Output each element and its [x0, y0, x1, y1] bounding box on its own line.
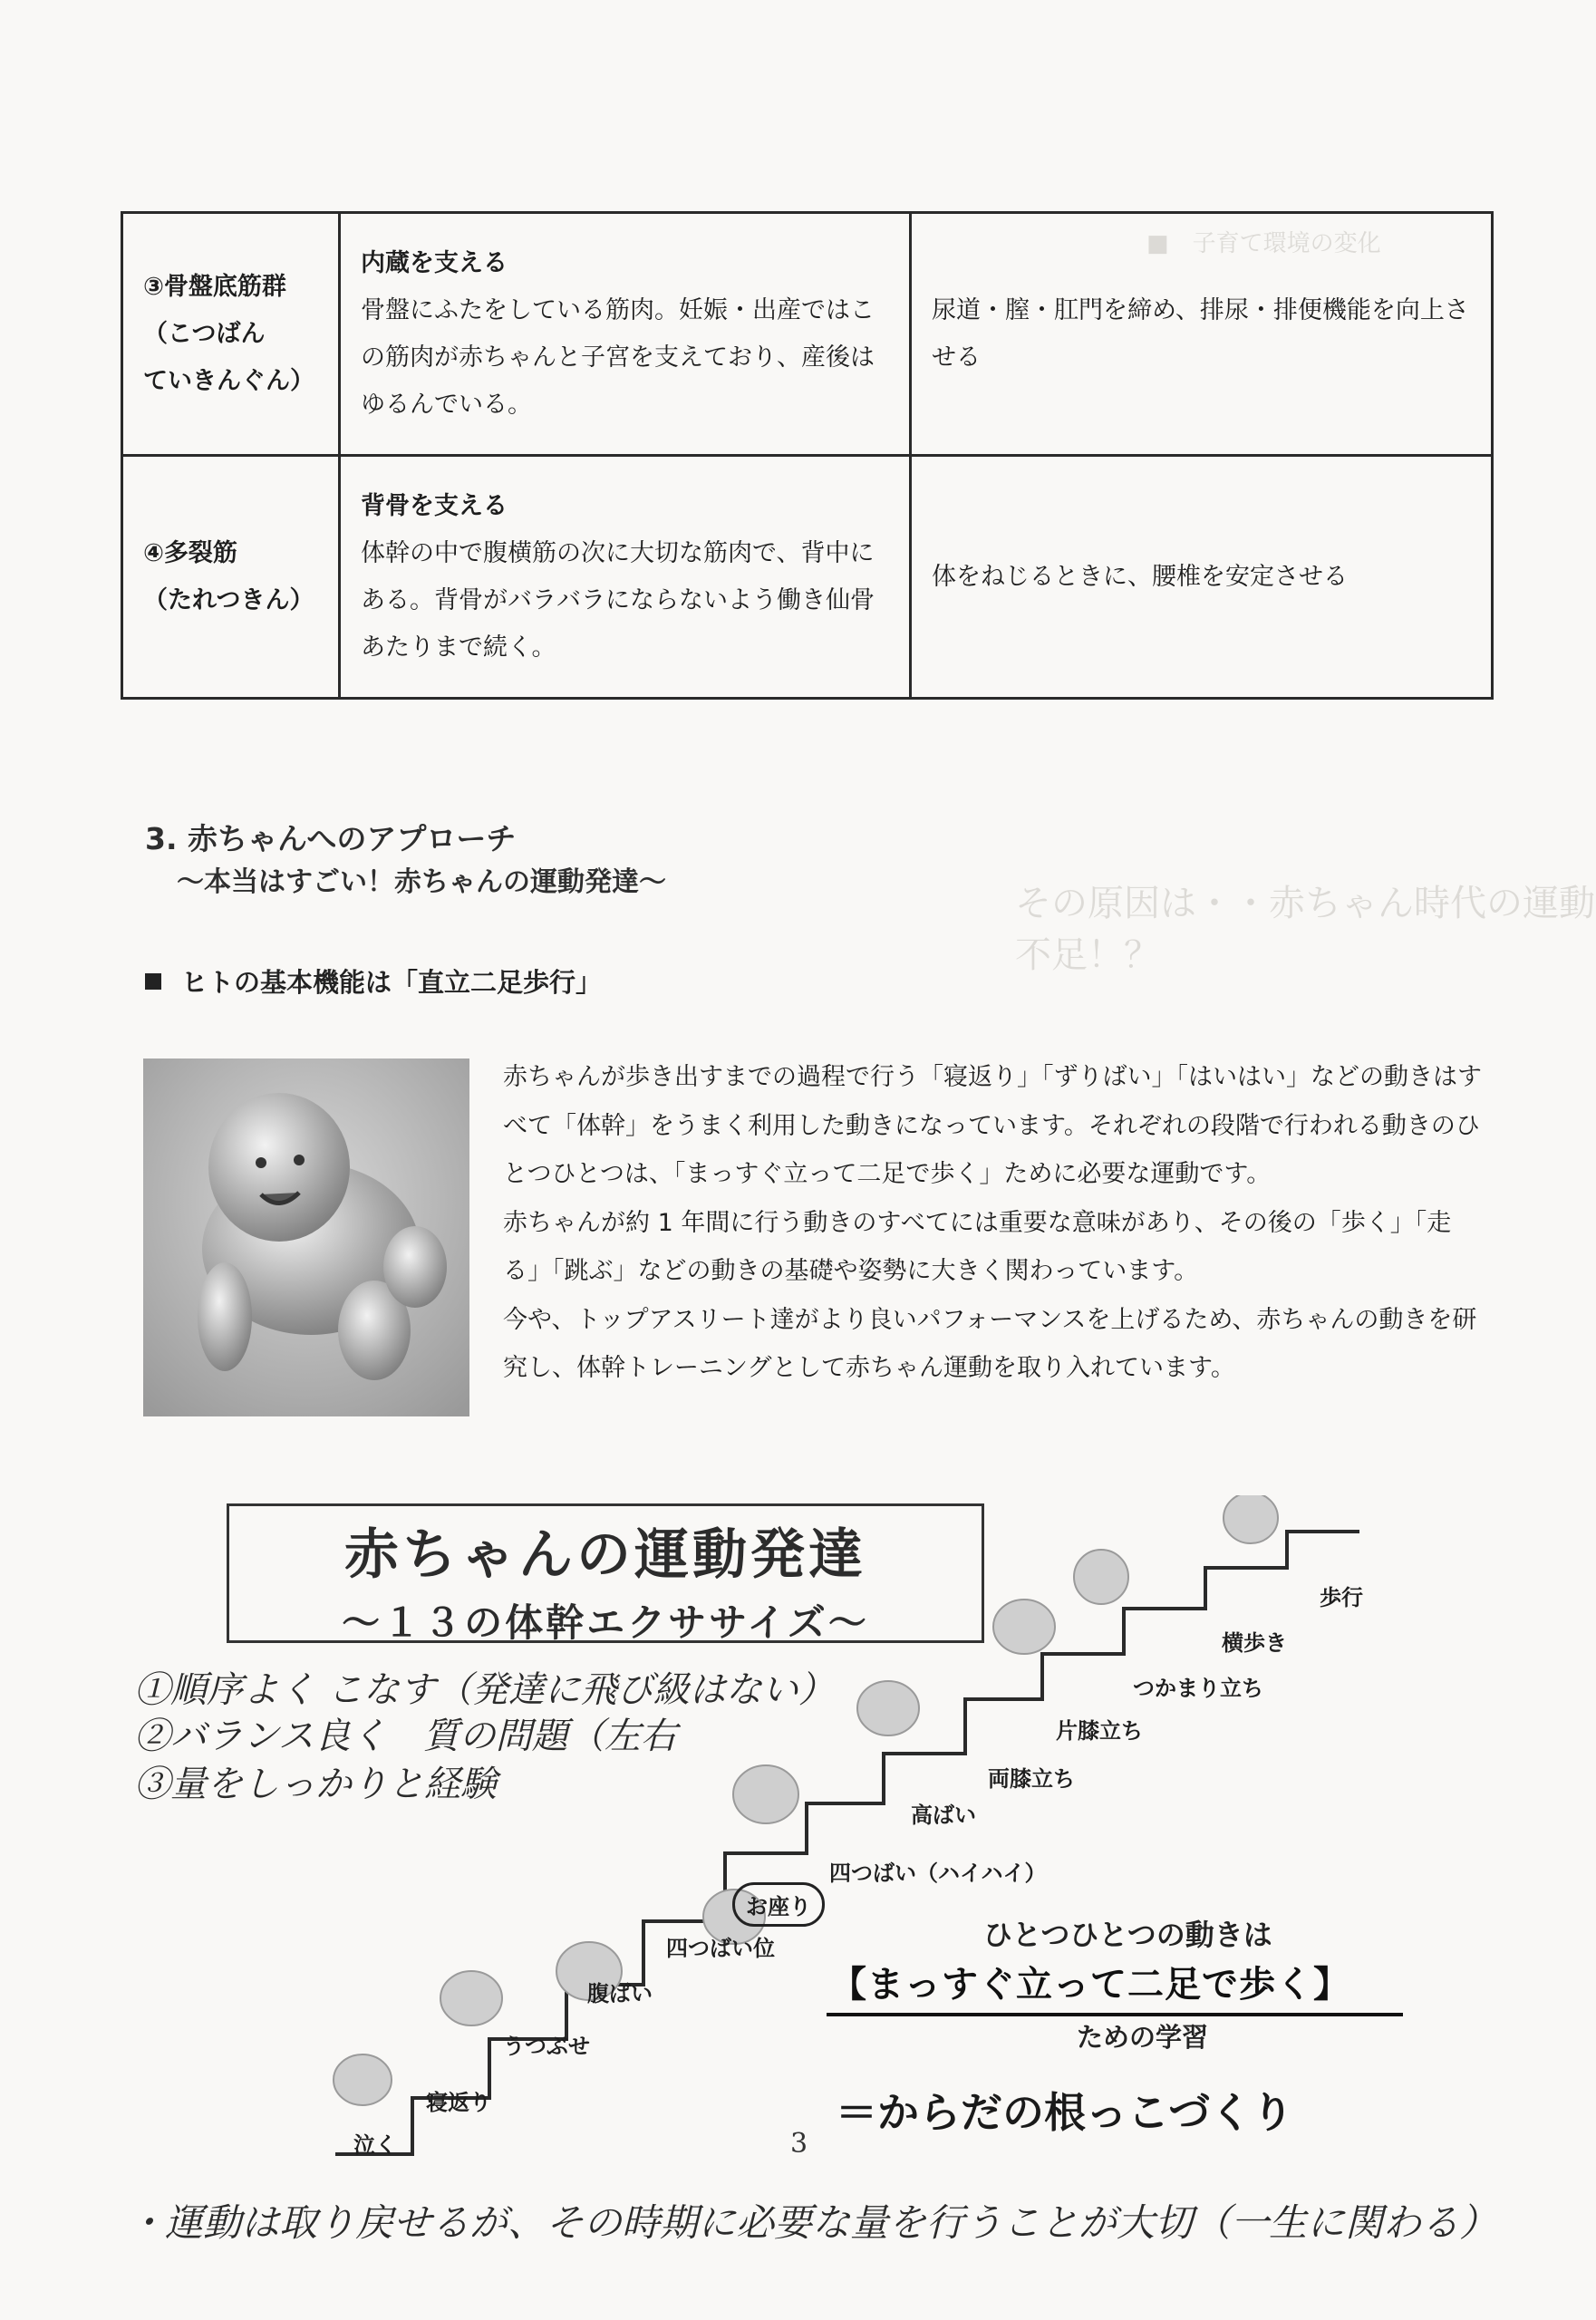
stage-label: 泣く: [353, 2132, 397, 2158]
stage-label: 寝返り: [426, 2090, 491, 2115]
square-bullet-icon: [145, 973, 161, 990]
figure-title-box: [227, 1503, 984, 1643]
bleed-through-text: ■ 子育て環境の変化: [1146, 230, 1381, 257]
subheading-text: ヒトの基本機能は「直立二足歩行」: [181, 967, 603, 998]
table-row: [122, 213, 1493, 456]
stage-label: 四つばい（ハイハイ）: [829, 1861, 1047, 1886]
muscle-reading: （こつばん: [143, 319, 266, 348]
intro-paragraph: 今や、トップアスリート達がより良いパフォーマンスを上げるため、赤ちゃんの動きを研究し、体幹トレーニングとして赤ちゃん運動を取り入れています。: [503, 1305, 1477, 1382]
muscle-desc-cell: [340, 213, 911, 456]
stage-label: つかまり立ち: [1133, 1676, 1263, 1701]
headline-underline: [827, 2013, 1403, 2016]
section-title: 3. 赤ちゃんへのアプローチ: [145, 821, 517, 856]
page-number: 3: [790, 2128, 808, 2160]
muscle-reading: （たれつきん）: [143, 585, 314, 614]
muscle-name: ④多裂筋: [143, 538, 237, 567]
figure-lead: ひとつひとつの動きは: [983, 1918, 1272, 1952]
intro-text: [503, 1053, 1482, 1393]
muscle-description: 体幹の中で腹横筋の次に大切な筋肉で、背中にある。背骨がバラバラにならないよう働き仙骨あたりまで続く。: [361, 538, 875, 662]
section-subtitle: ～本当はすごい！赤ちゃんの運動発達～: [177, 866, 666, 898]
stage-label: 両膝立ち: [988, 1766, 1075, 1792]
muscle-description: 骨盤にふたをしている筋肉。妊娠・出産ではこの筋肉が赤ちゃんと子宮を支えており、産後はゆるんでいる。: [361, 295, 875, 419]
muscle-name-cell: [122, 456, 340, 699]
muscle-name-cell: [122, 213, 340, 456]
muscle-role: 背骨を支える: [361, 491, 508, 520]
intro-paragraph: 赤ちゃんが約 1 年間に行う動きのすべてには重要な意味があり、その後の「歩く」「走る」「跳ぶ」などの動きの基礎や姿勢に大きく関わっています。: [503, 1208, 1452, 1285]
muscle-desc-cell: [340, 456, 911, 699]
figure-study-caption: ための学習: [1077, 2022, 1209, 2053]
figure-headline-text: 【まっすぐ立って二足で歩く】: [830, 1964, 1350, 2006]
figure-title: 赤ちゃんの運動発達: [344, 1523, 866, 1587]
stage-label: 歩行: [1320, 1585, 1363, 1610]
muscle-role: 内蔵を支える: [361, 248, 508, 277]
muscle-effect-cell: 体をねじるときに、腰椎を安定させる: [911, 456, 1493, 699]
stage-label: うつぶせ: [503, 2034, 590, 2059]
figure-root-caption: ＝からだの根っこづくり: [836, 2088, 1294, 2137]
muscle-reading: ていきんぐん）: [143, 366, 314, 395]
figure-subtitle: ～１３の体幹エクササイズ～: [342, 1600, 869, 1645]
muscle-table: [121, 211, 1494, 700]
handwritten-bottom-note: ・運動は取り戻せるが、その時期に必要な量を行うことが大切（一生に関わる）: [127, 2200, 1498, 2245]
stage-label: 片膝立ち: [1056, 1718, 1143, 1744]
handwritten-note: ③量をしっかりと経験: [134, 1764, 497, 1805]
table-row: [122, 456, 1493, 699]
subheading: [145, 962, 602, 1000]
stage-label: 四つばい位: [666, 1936, 775, 1961]
figure-headline: [830, 1956, 1350, 2007]
muscle-effect-cell: 尿道・膣・肛門を締め、排尿・排便機能を向上させる: [911, 213, 1493, 456]
intro-paragraph: 赤ちゃんが歩き出すまでの過程で行う「寝返り」「ずりばい」「はいはい」などの動きはすべて「体幹」をうまく利用した動きになっています。それぞれの段階で行われる動きのひとつひとつは、「まっすぐ立って二足で歩く」ために必要な運動です。: [503, 1063, 1482, 1188]
stage-label-circled: お座り: [732, 1882, 825, 1927]
muscle-name: ③骨盤底筋群: [143, 272, 286, 301]
crawling-baby-photo: [143, 1058, 469, 1416]
handwritten-note: ①順序よく こなす（発達に飛び級はない）: [134, 1669, 835, 1711]
stage-label: 横歩き: [1222, 1630, 1287, 1656]
bleed-through-text: その原因は・・赤ちゃん時代の運動不足！？: [1015, 883, 1595, 976]
handwritten-note: ②バランス良く 質の問題（左右: [134, 1716, 677, 1757]
stage-label: 腹ばい: [587, 1981, 653, 2006]
stage-label: 高ばい: [911, 1803, 976, 1828]
